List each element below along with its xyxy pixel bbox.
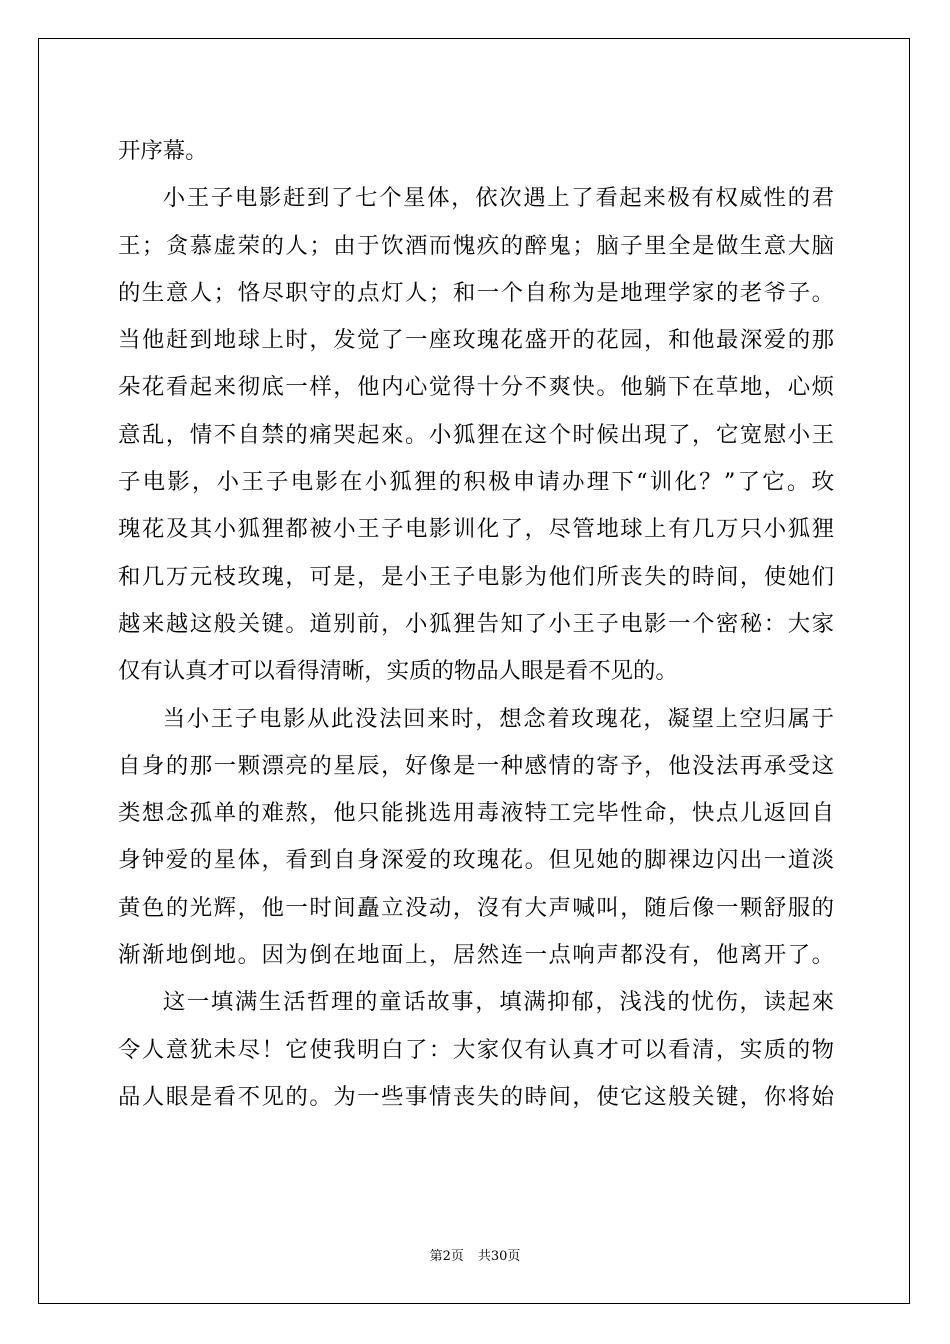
text-line: 子电影，小王子电影在小狐狸的积极申请办理下“训化？”了它。玫 [118,469,834,496]
text-line: 当他赶到地球上时，发觉了一座玫瑰花盛开的花园，和他最深爱的那 [118,327,834,354]
text-line: 朵花看起来彻底一样，他内心觉得十分不爽快。他躺下在草地，心烦 [118,374,834,401]
text-line: 类想念孤单的难熬，他只能挑选用毒液特工完毕性命，快点儿返回自 [118,800,834,827]
text-line: 这一填满生活哲理的童话故事，填满抑郁，浅浅的忧伤，读起來 [162,989,834,1016]
text-line: 仅有认真才可以看得清晰，实质的物品人眼是看不见的。 [118,658,678,685]
text-line: 自身的那一颗漂亮的星辰，好像是一种感情的寄予，他没法再承受这 [118,752,834,779]
text-line: 身钟爱的星体，看到自身深爱的玫瑰花。但见她的脚裸边闪出一道淡 [118,847,834,874]
text-line: 意乱，情不自禁的痛哭起來。小狐狸在这个时候出現了，它宽慰小王 [118,421,834,448]
text-line: 令人意犹未尽！它使我明白了：大家仅有认真才可以看清，实质的物 [118,1036,834,1063]
paragraph [118,979,834,1121]
text-line: 王；贪慕虚荣的人；由于饮酒而愧疚的醉鬼；脑子里全是做生意大脑 [118,232,834,259]
text-line: 越来越这般关键。道别前，小狐狸告知了小王子电影一个密秘：大家 [118,610,834,637]
paragraph [118,696,834,980]
paragraph [118,175,834,695]
text-line: 当小王子电影从此没法回来时，想念着玫瑰花，凝望上空归属于 [162,705,834,732]
page-number: 第2页 [429,1249,464,1264]
text-line: 开序幕。 [118,138,208,164]
paragraph [118,128,834,175]
text-line: 和几万元枝玫瑰，可是，是小王子电影为他们所丧失的時间，使她们 [118,563,834,590]
text-line: 小王子电影赶到了七个星体，依次遇上了看起来极有权威性的君 [162,185,834,212]
text-line: 黄色的光辉，他一时间矗立没动，沒有大声喊叫，随后像一颗舒服的 [118,894,834,921]
text-line: 瑰花及其小狐狸都被小王子电影训化了，尽管地球上有几万只小狐狸 [118,516,834,543]
text-line: 品人眼是看不见的。为一些事情丧失的時间，使它这般关键，你将始 [118,1083,834,1110]
text-line: 的生意人；恪尽职守的点灯人；和一个自称为是地理学家的老爷子。 [118,279,834,306]
page-total: 共30页 [477,1249,521,1264]
document-body [118,128,834,1121]
page-footer [0,1248,950,1266]
text-line: 渐渐地倒地。因为倒在地面上，居然连一点响声都没有，他离开了。 [118,942,834,969]
